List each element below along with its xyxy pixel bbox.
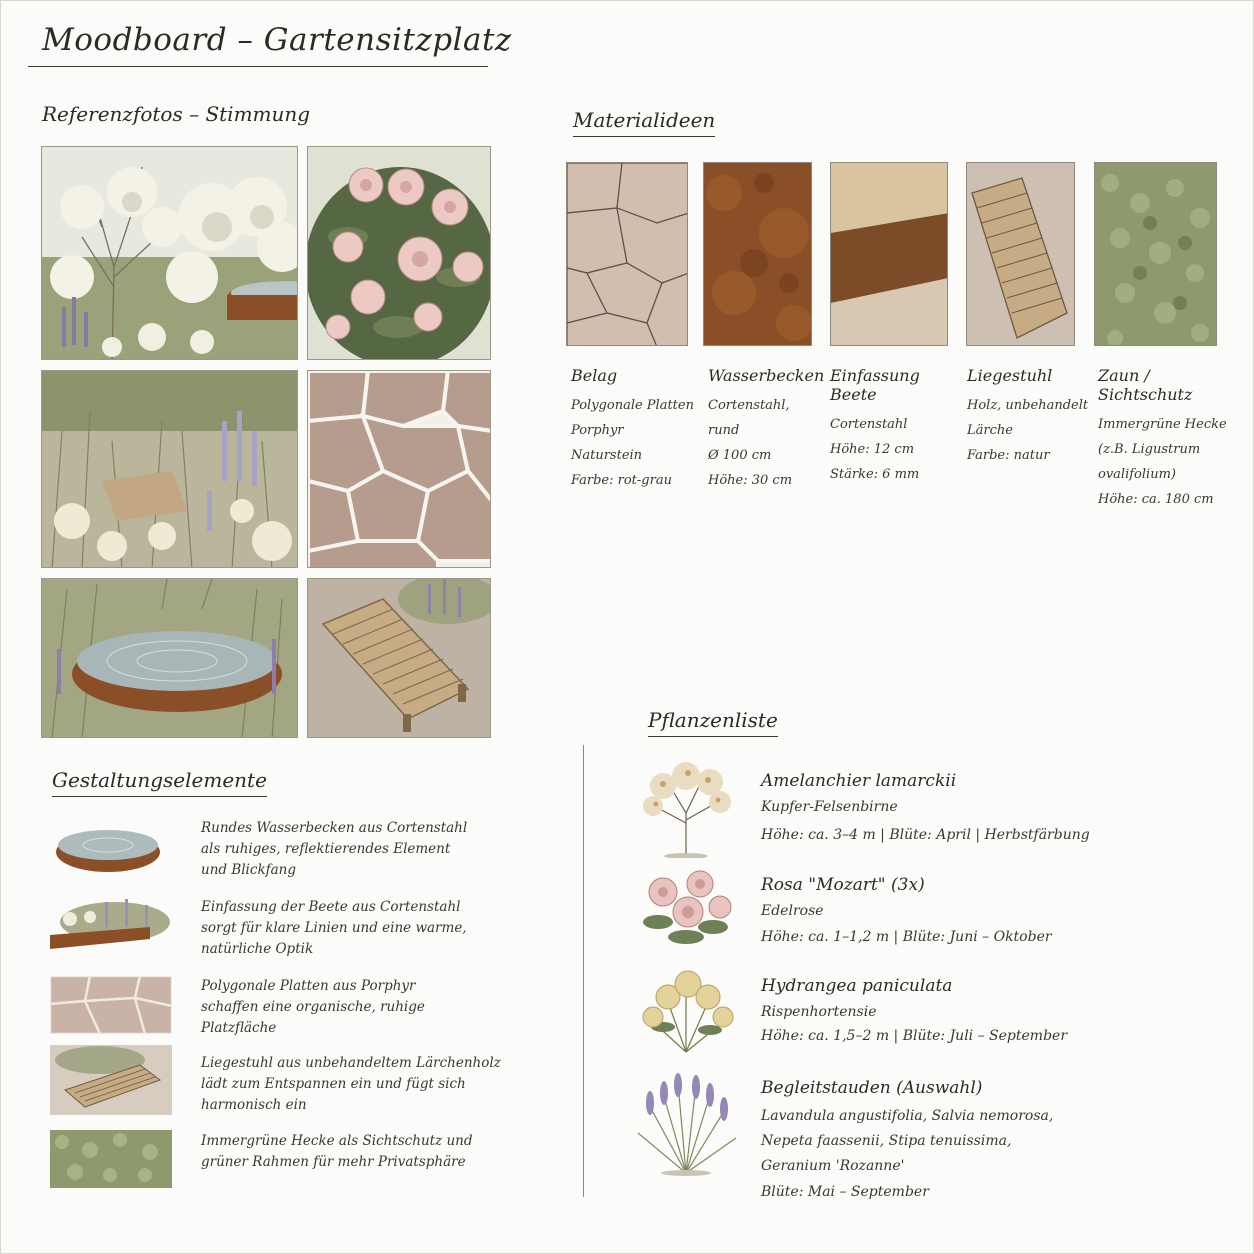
page-title: Moodboard – Gartensitzplatz (42, 22, 512, 58)
plant-name-amelanchier: Amelanchier lamarckii (761, 771, 957, 791)
element-line: natürliche Optik (201, 941, 314, 957)
material-info-sichtschutz (1098, 366, 1248, 512)
element-line: Immergrüne Hecke als Sichtschutz und (201, 1133, 473, 1149)
element-line: Polygonale Platten aus Porphyr (201, 978, 416, 994)
material-detail: Höhe: 30 cm (708, 473, 793, 488)
material-detail: Höhe: 12 cm (830, 442, 915, 457)
material-name: Wasserbecken (708, 366, 825, 385)
plant-species-list: Lavandula angustifolia, Salvia nemorosa, (761, 1108, 1054, 1124)
plant-details: Blüte: Mai – September (761, 1184, 929, 1200)
element-line: lädt zum Entspannen ein und fügt sich (201, 1076, 466, 1092)
reference-photo-corten-pool (41, 578, 298, 738)
element-line: schaffen eine organische, ruhige (201, 999, 425, 1015)
material-swatch-cortenstahl (703, 162, 812, 346)
material-detail: Lärche (967, 423, 1013, 438)
material-detail: Immergrüne Hecke (1098, 417, 1227, 432)
material-detail: Höhe: ca. 180 cm (1098, 492, 1214, 507)
plant-common-name: Kupfer-Felsenbirne (761, 799, 898, 815)
plant-name-rosa: Rosa "Mozart" (3x) (761, 875, 925, 895)
material-swatch-hecke (1094, 162, 1217, 346)
element-thumb-hedge (50, 1130, 172, 1188)
material-detail: Polygonale Platten (571, 398, 694, 413)
element-line: Einfassung der Beete aus Cortenstahl (201, 899, 461, 915)
material-detail: Naturstein (571, 448, 643, 463)
plant-common-name: Rispenhortensie (761, 1004, 877, 1020)
element-line: und Blickfang (201, 862, 297, 878)
material-name: Liegestuhl (967, 366, 1053, 385)
plant-illustration-perennials (628, 1073, 744, 1177)
material-detail: rund (708, 423, 740, 438)
material-detail: Farbe: rot-grau (571, 473, 672, 488)
section-heading-elements: Gestaltungselemente (52, 768, 267, 797)
plant-name-hydrangea: Hydrangea paniculata (761, 976, 953, 996)
element-line: Rundes Wasserbecken aus Cortenstahl (201, 820, 468, 836)
material-detail: Porphyr (571, 423, 624, 438)
reference-photo-lounger (307, 578, 491, 738)
plant-illustration-rose (628, 862, 744, 954)
element-line: Liegestuhl aus unbehandeltem Lärchenholz (201, 1055, 501, 1071)
element-line: als ruhiges, reflektierendes Element (201, 841, 451, 857)
plant-details: Höhe: ca. 1,5–2 m | Blüte: Juli – September (761, 1028, 1068, 1044)
element-description (201, 1131, 501, 1173)
material-detail: ovalifolium) (1098, 467, 1176, 482)
material-swatch-einfassung (830, 162, 948, 346)
element-description (201, 976, 501, 1039)
element-line: Platzfläche (201, 1020, 277, 1036)
section-heading-references: Referenzfotos – Stimmung (42, 102, 311, 126)
material-name: Zaun / Sichtschutz (1098, 366, 1193, 404)
section-heading-plants: Pflanzenliste (648, 708, 778, 737)
material-detail: Ø 100 cm (708, 448, 772, 463)
element-description (201, 897, 501, 960)
material-name: Einfassung Beete (830, 366, 920, 404)
title-divider (28, 66, 488, 67)
element-line: sorgt für klare Linien und eine warme, (201, 920, 467, 936)
plants-divider (583, 745, 584, 1197)
material-name: Belag (571, 366, 618, 385)
material-detail: Cortenstahl (830, 417, 908, 432)
material-swatch-laerche (966, 162, 1075, 346)
material-detail: (z.B. Ligustrum (1098, 442, 1201, 457)
element-description (201, 818, 501, 881)
material-detail: Holz, unbehandelt (967, 398, 1089, 413)
element-line: grüner Rahmen für mehr Privatsphäre (201, 1154, 466, 1170)
material-info-wasserbecken (708, 366, 848, 493)
reference-photo-roses (307, 146, 491, 360)
material-info-einfassung (830, 366, 970, 487)
element-line: harmonisch ein (201, 1097, 307, 1113)
reference-photo-tree-pool (41, 146, 298, 360)
element-thumb-pool (50, 820, 172, 878)
plant-name-perennials: Begleitstauden (Auswahl) (761, 1078, 983, 1098)
plant-details: Höhe: ca. 1–1,2 m | Blüte: Juni – Oktober (761, 929, 1052, 945)
plant-species-list: Nepeta faassenii, Stipa tenuissima, (761, 1133, 1012, 1149)
plant-illustration-hydrangea (628, 962, 744, 1054)
reference-photo-meadow (41, 370, 298, 568)
material-detail: Stärke: 6 mm (830, 467, 920, 482)
material-detail: Cortenstahl, (708, 398, 790, 413)
element-thumb-porphyr (50, 976, 172, 1034)
material-info-belag (571, 366, 711, 493)
reference-photo-paving (307, 370, 491, 568)
element-description (201, 1053, 521, 1116)
plant-common-name: Edelrose (761, 903, 824, 919)
section-heading-materials: Materialideen (573, 108, 715, 137)
plant-details: Höhe: ca. 3–4 m | Blüte: April | Herbstfärbung (761, 827, 1090, 843)
material-detail: Farbe: natur (967, 448, 1050, 463)
plant-species-list: Geranium 'Rozanne' (761, 1158, 905, 1174)
material-info-liegestuhl (967, 366, 1107, 468)
plant-illustration-amelanchier (628, 758, 744, 850)
element-thumb-lounger (50, 1045, 172, 1115)
material-swatch-porphyr (566, 162, 688, 346)
element-thumb-bed-edging (50, 897, 172, 955)
